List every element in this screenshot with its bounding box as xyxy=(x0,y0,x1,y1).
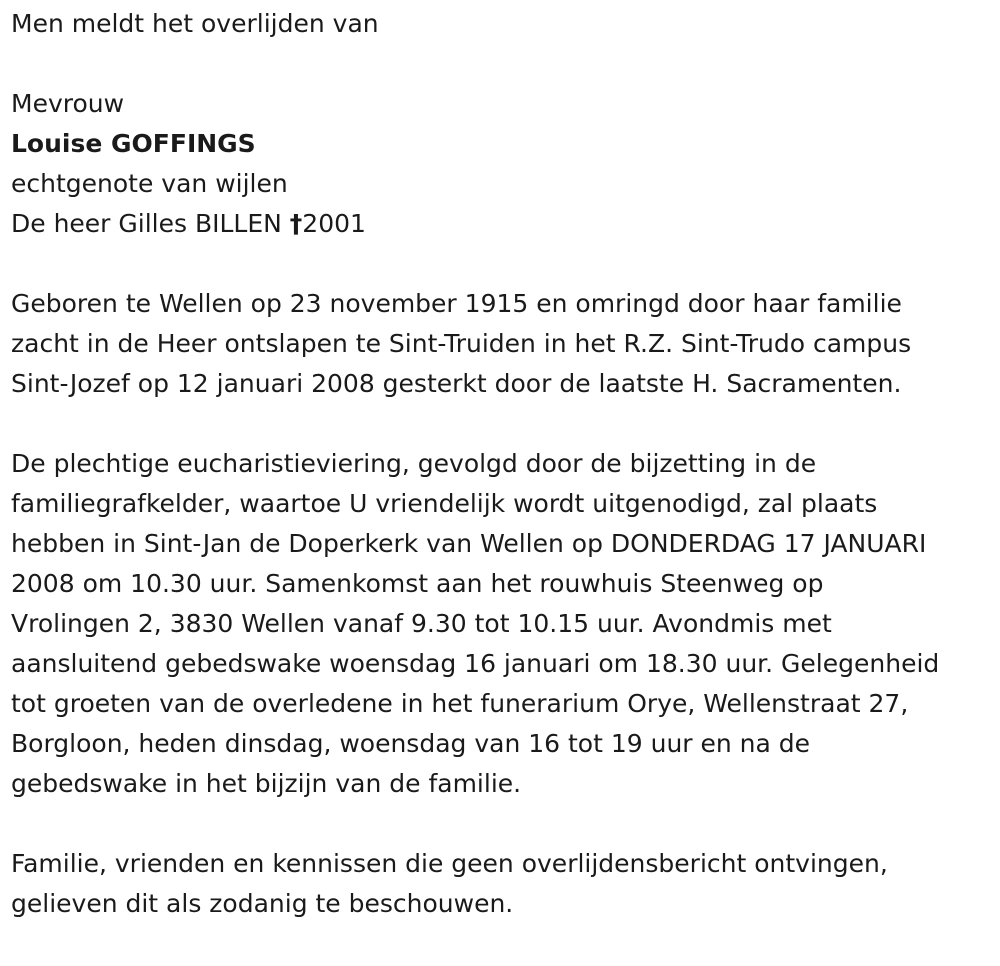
honorific: Mevrouw xyxy=(11,89,125,118)
paragraph-line: De plechtige eucharistieviering, gevolgd door de bijzetting in de xyxy=(11,449,817,478)
paragraph-line: Geboren te Wellen op 23 november 1915 en omringd door haar familie xyxy=(11,289,902,318)
spacer xyxy=(11,244,991,284)
spacer xyxy=(11,44,991,84)
paragraph-line: 2008 om 10.30 uur. Samenkomst aan het rouwhuis Steenweg op xyxy=(11,569,824,598)
paragraph-line: aansluitend gebedswake woensdag 16 januari om 18.30 uur. Gelegenheid xyxy=(11,649,940,678)
intro-text: Men meldt het overlijden van xyxy=(11,9,379,38)
death-notice xyxy=(11,4,991,924)
spacer xyxy=(11,404,991,444)
paragraph-line: Borgloon, heden dinsdag, woensdag van 16 tot 19 uur en na de xyxy=(11,729,811,758)
spouse-line xyxy=(11,204,991,244)
paragraph-line: gebedswake in het bijzijn van de familie. xyxy=(11,769,522,798)
closing-paragraph xyxy=(11,844,991,924)
service-paragraph xyxy=(11,444,991,804)
paragraph-line: familiegrafkelder, waartoe U vriendelijk wordt uitgenodigd, zal plaats xyxy=(11,489,878,518)
paragraph-line: Vrolingen 2, 3830 Wellen vanaf 9.30 tot 10.15 uur. Avondmis met xyxy=(11,609,832,638)
cross-icon: † xyxy=(289,209,303,238)
paragraph-line: zacht in de Heer ontslapen te Sint-Truiden in het R.Z. Sint-Trudo campus xyxy=(11,329,912,358)
paragraph-line: hebben in Sint-Jan de Doperkerk van Wellen op DONDERDAG 17 JANUARI xyxy=(11,529,927,558)
paragraph-line: Familie, vrienden en kennissen die geen overlijdensbericht ontvingen, xyxy=(11,849,888,878)
paragraph-line: Sint-Jozef op 12 januari 2008 gesterkt door de laatste H. Sacramenten. xyxy=(11,369,902,398)
spouse-death-year: 2001 xyxy=(302,209,366,238)
paragraph-line: gelieven dit als zodanig te beschouwen. xyxy=(11,889,514,918)
deceased-name: Louise GOFFINGS xyxy=(11,129,256,158)
birth-death-paragraph xyxy=(11,284,991,404)
spouse-name: De heer Gilles BILLEN xyxy=(11,209,290,238)
relation-text: echtgenote van wijlen xyxy=(11,169,288,198)
paragraph-line: tot groeten van de overledene in het funerarium Orye, Wellenstraat 27, xyxy=(11,689,909,718)
spacer xyxy=(11,804,991,844)
